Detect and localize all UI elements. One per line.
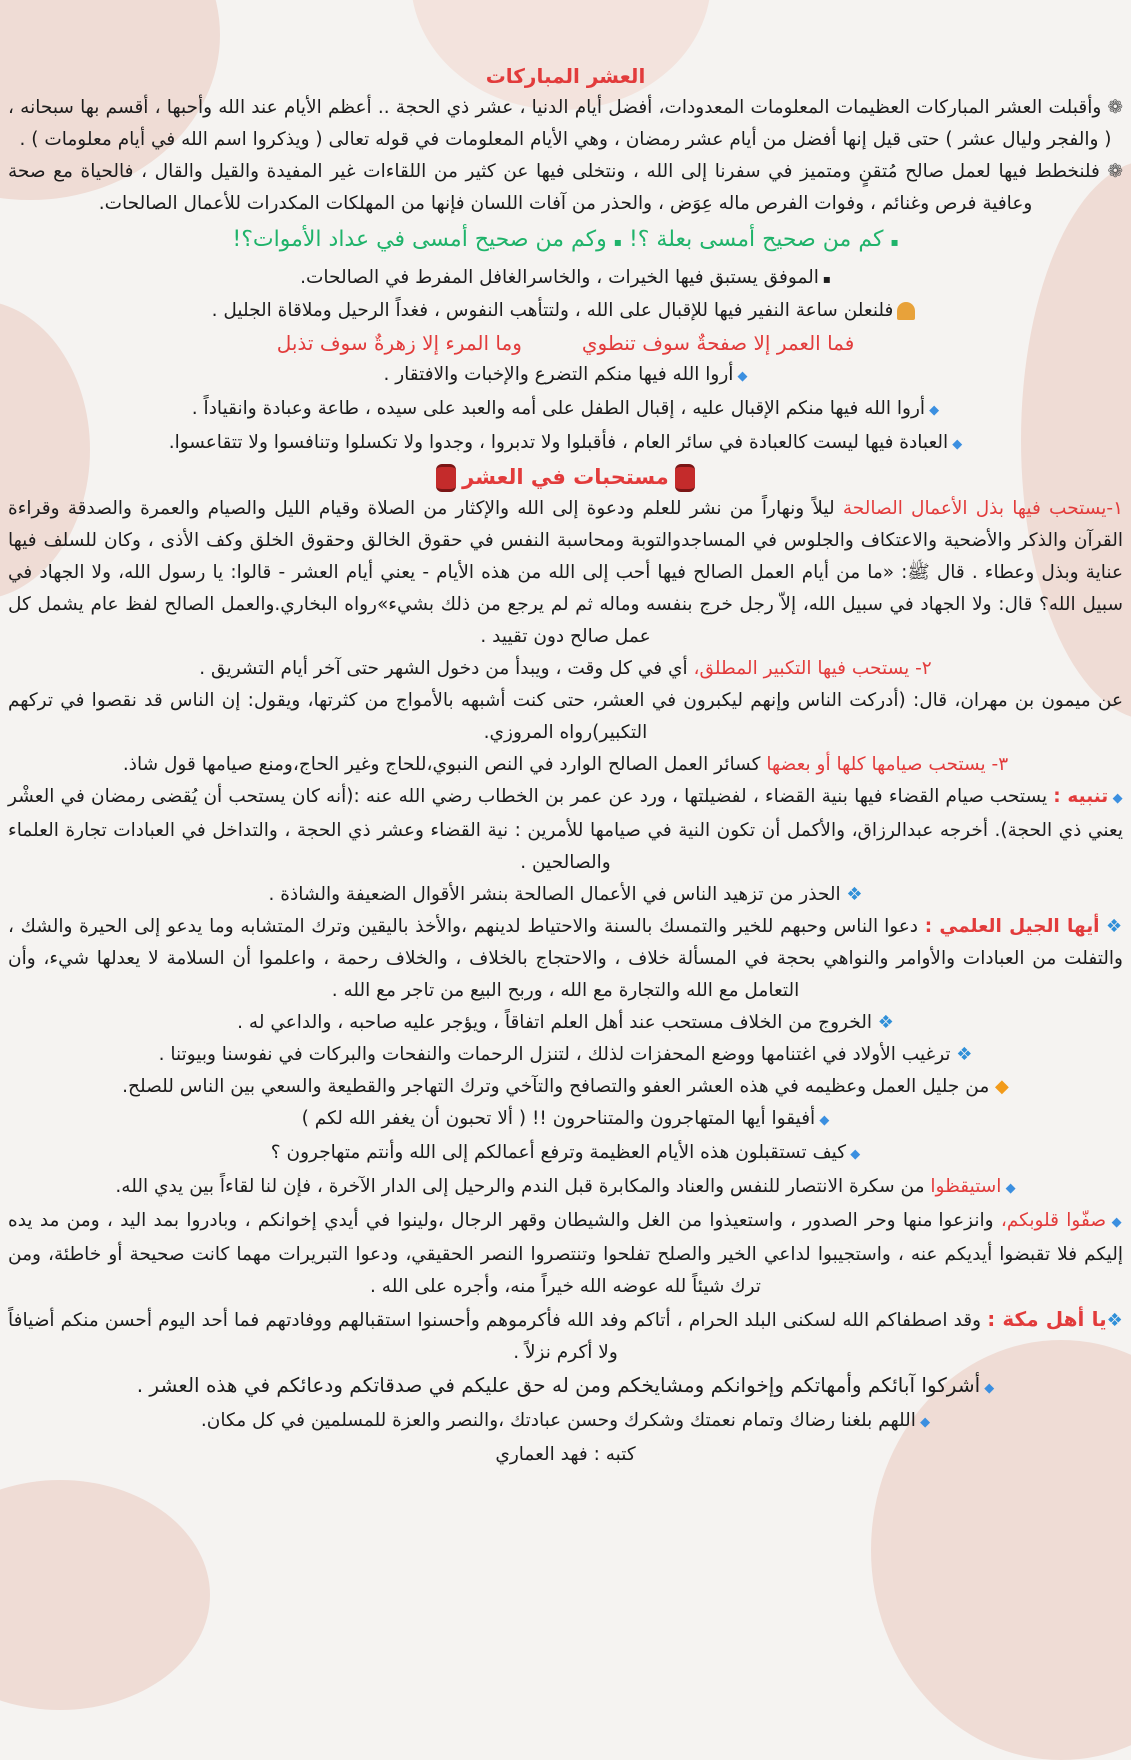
jil-label: أيها الجيل العلمي :: [924, 916, 1100, 937]
list-item: [8, 295, 1123, 327]
list-item: [8, 262, 1123, 295]
paragraph-text: عن ميمون بن مهران، قال: (أدركت الناس وإنهم ليكبرون في العشر، حتى كنت أشبهه بالأمواج من كثرتها، ويقول: إن الناس قد نقصوا في تركهم التكبير)رواه المروزي.: [8, 690, 1123, 743]
paragraph-makka: [8, 1303, 1123, 1369]
verse-half: وما المرء إلا زهرةٌ سوف تذبل: [276, 331, 522, 355]
paragraph-item-3: [8, 749, 1123, 781]
paragraph-text: وأقبلت العشر المباركات العظيمات المعلومات المعدودات، أفضل أيام الدنيا ، عشر ذي الحجة .. أعظم الأيام عند الله وأحبها ، أقسم بها سبحانه ، ( والفجر وليال عشر ) حتى قيل إنها أفضل من أيام عشر رمضان ، وهي الأيام المعلومات في قوله تعالى ( ويذكروا اسم الله في أيام معلومات ) .: [8, 97, 1112, 150]
verse-line-1: [8, 220, 1123, 262]
list-item: [8, 393, 1123, 427]
item-text: من سكرة الانتصار للنفس والعناد والمكابرة قبل الندم والرحيل إلى الدار الآخرة ، فإن لنا لقاءاً بين يدي الله.: [115, 1176, 925, 1197]
lantern-icon: [675, 464, 695, 492]
list-item: [8, 1137, 1123, 1171]
square-bullet-icon: ▪: [613, 235, 622, 249]
list-item-text: أروا الله فيها منكم التضرع والإخبات والافتقار .: [383, 364, 734, 385]
makka-label: يا أهل مكة :: [987, 1307, 1107, 1331]
blue-diamond-icon: ◆: [1001, 1181, 1016, 1196]
list-item-text: الحذر من تزهيد الناس في الأعمال الصالحة بنشر الأقوال الضعيفة والشاذة .: [268, 884, 841, 905]
list-item-text: ترغيب الأولاد في اغتنامها ووضع المحفزات لذلك ، لتنزل الرحمات والنفحات والبركات في نفوسنا وبيوتنا .: [158, 1044, 951, 1065]
item-lead: صفّوا قلوبكم،: [1000, 1210, 1107, 1231]
page-title: العشر المباركات: [485, 64, 646, 88]
list-item: [8, 1405, 1123, 1439]
blue-diamond-icon: ◆: [925, 403, 940, 418]
section-heading-text: مستحبات في العشر: [462, 465, 669, 489]
list-item: [8, 359, 1123, 393]
list-item: [8, 879, 1123, 911]
list-item-text: أشركوا آبائكم وأمهاتكم وإخوانكم ومشايخكم ومن له حق عليكم في صدقاتكم ودعائكم في هذه العشر .: [136, 1373, 981, 1397]
lantern-icon: [436, 464, 456, 492]
list-item-text: أروا الله فيها منكم الإقبال عليه ، إقبال الطفل على أمه والعبد على سيده ، طاعة وعبادة وانقياداً .: [191, 398, 926, 419]
blue-diamond-icon: ◆: [846, 1147, 861, 1162]
decor-blob: [0, 1480, 210, 1710]
item-lead: استيقظوا: [930, 1176, 1002, 1197]
list-item-text: العبادة فيها ليست كالعبادة في سائر العام ، فأقبلوا ولا تدبروا ، وجدوا ولا تكسلوا وتنافسوا ولا تتقاعسوا.: [168, 432, 949, 453]
list-item: [8, 1007, 1123, 1039]
paragraph-item-1: [8, 493, 1123, 653]
list-item-text: من جليل العمل وعظيمه في هذه العشر العفو والتصافح والتآخي وترك التهاجر والقطيعة والسعي بين الناس للصلح.: [122, 1076, 990, 1097]
list-item-text: اللهم بلغنا رضاك وتمام نعمتك وشكرك وحسن عبادتك ،والنصر والعزة للمسلمين في كل مكان.: [200, 1410, 916, 1431]
blue-diamond-icon: ◆: [915, 1415, 931, 1430]
flower-icon: ❁: [1099, 161, 1123, 182]
item-lead: ٣- يستحب صيامها كلها أو بعضها: [766, 754, 1009, 775]
item-text: ليلاً ونهاراً من نشر للعلم ودعوة إلى الله والإكثار من الصلاة وقيام الليل والصيام والعمرة والصدقة وقراءة القرآن والذكر والأضحية والاعتكاف والجلوس في المساجدوالتوبة ومحاسبة النفس في حقوق الخالق وحقوق الخلق وكف الأذى ، وكان للسلف فيها عناية وبذل وعطاء . قال ﷺ: «ما من أيام العمل الصالح فيها أحب إلى الله من هذه الأيام - يعني أيام العشر - قالوا: يا رسول الله، ولا الجهاد في سبيل الله؟ قال: ولا الجهاد في سبيل الله، إلاّ رجل خرج بنفسه وماله ثم لم يرجع من ذلك بشيء»رواه البخاري.والعمل الصالح لفظ عام يشمل كل عمل صالح دون تقييد .: [8, 498, 1123, 647]
item-text: وانزعوا منها وحر الصدور ، واستعيذوا من الغل والشيطان وقهر الرجال ،ولينوا في أيدي إخوانكم ، وبادروا بمد اليد ، ومن مد يده إليكم فلا تقبضوا أيديكم عنه ، واستجيبوا لداعي الخير والصلح تفلحوا وتنتصروا النصر الحقيقي، ودعوا التبريرات مهما كانت صحيحة أو خاطئة، ومن ترك شيئاً لله عوضه الله خيراً منه، وأجره على الله .: [8, 1210, 1123, 1297]
diamond-cluster-icon: ❖: [1106, 1310, 1123, 1331]
paragraph-intro: [8, 92, 1123, 156]
item-lead: ١-يستحب فيها بذل الأعمال الصالحة: [842, 498, 1123, 519]
paragraph-text: فلنخطط فيها لعمل صالح مُتقنٍ ومتميز في سفرنا إلى الله ، ونتخلى فيها عن كثير من اللقاءات غير المفيدة والقيل والقال ، فالحياة مع صحة وعافية فرص وغنائم ، وفوات الفرص ماله عِوَض ، والحذر من آفات اللسان فإنها من المهلكات المكدرات للأعمال الصالحات.: [8, 161, 1100, 214]
paragraph-tanbih: [8, 781, 1123, 879]
diamond-cluster-icon: ❖: [871, 1012, 894, 1033]
list-item-text: فلنعلن ساعة النفير فيها للإقبال على الله ، ولتتأهب النفوس ، فغداً الرحيل وملاقاة الجليل .: [211, 300, 894, 321]
item-lead: ٢- يستحب فيها التكبير المطلق،: [693, 658, 932, 679]
verse-half: وكم من صحيح أمسى في عداد الأموات؟!: [232, 227, 607, 252]
list-item: [8, 1071, 1123, 1103]
mosque-icon: [897, 302, 915, 320]
orange-diamond-icon: ◆: [989, 1076, 1009, 1097]
verse-half: كم من صحيح أمسى بعلة ؟!: [628, 227, 884, 252]
verse-line-2: [8, 327, 1123, 359]
blue-diamond-icon: ◆: [1108, 791, 1123, 806]
diamond-cluster-icon: ❖: [840, 884, 863, 905]
paragraph-text: دعوا الناس وحبهم للخير والتمسك بالسنة والاحتياط لدينهم ،والأخذ باليقين وترك المتشابه وما يدعو إلى الحيرة والشك ، والتفلت من العبادات والأوامر والنواهي بحجة في المسألة خلاف ، والاحتجاج بالخلاف ، والخلاف رحمة ، واعلموا أن السلامة لا يعدلها شيء، وأن التعامل مع الله والتجارة مع الله ، وربح البيع من تاجر مع الله .: [8, 916, 1123, 1001]
blue-diamond-icon: ◆: [980, 1381, 995, 1396]
paragraph-saffu: [8, 1205, 1123, 1303]
list-item-text: الخروج من الخلاف مستحب عند أهل العلم اتفاقاً ، ويؤجر عليه صاحبه ، والداعي له .: [237, 1012, 872, 1033]
paragraph-maymun: [8, 685, 1123, 749]
blue-diamond-icon: ◆: [733, 369, 748, 384]
blue-diamond-icon: ◆: [815, 1113, 830, 1128]
list-item: [8, 1103, 1123, 1137]
section-heading: [8, 461, 1123, 493]
square-bullet-icon: ▪: [818, 272, 831, 286]
paragraph-text: وقد اصطفاكم الله لسكنى البلد الحرام ، أتاكم وفد الله فأكرموهم وأحسنوا استقبالهم ووفادتهم فما أحد اليوم أحسن منكم أضيافاً ولا أكرم نزلاً .: [8, 1310, 982, 1363]
author-signature: كتبه : فهد العماري: [495, 1444, 636, 1465]
list-item: [8, 427, 1123, 461]
item-text: أي في كل وقت ، ويبدأ من دخول الشهر حتى آخر أيام التشريق .: [199, 658, 688, 679]
item-text: كسائر العمل الصالح الوارد في النص النبوي،للحاج وغير الحاج،ومنع صيامها قول شاذ.: [122, 754, 761, 775]
note-label: تنبيه :: [1053, 786, 1109, 807]
list-item-text: الموفق يستبق فيها الخيرات ، والخاسرالغافل المفرط في الصالحات.: [300, 267, 819, 288]
verse-half: فما العمر إلا صفحةٌ سوف تنطوي: [581, 331, 855, 355]
diamond-cluster-icon: ❖: [1099, 916, 1124, 937]
blue-diamond-icon: ◆: [948, 437, 963, 452]
list-item-text: كيف تستقبلون هذه الأيام العظيمة وترفع أعمالكم إلى الله وأنتم متهاجرون ؟: [270, 1142, 847, 1163]
note-text: يستحب صيام القضاء فيها بنية القضاء ، لفضيلتها ، ورد عن عمر بن الخطاب رضي الله عنه :(أنه كان يستحب أن يُقضى رمضان في العشْر يعني ذي الحجة). أخرجه عبدالرزاق، والأكمل أن تكون النية في صيامها للأمرين : نية القضاء وعشر ذي الحجة ، والتداخل في العبادات تجارة العلماء والصالحين .: [8, 786, 1123, 873]
list-item: [8, 1369, 1123, 1405]
flower-icon: ❁: [1101, 97, 1123, 118]
paragraph-jil: [8, 911, 1123, 1007]
square-bullet-icon: ▪: [890, 235, 899, 249]
paragraph-item-2: [8, 653, 1123, 685]
list-item-text: أفيقوا أيها المتهاجرون والمتناحرون !! ( ألا تحبون أن يغفر الله لكم ): [301, 1108, 816, 1129]
paragraph-plan: [8, 156, 1123, 220]
list-item: [8, 1039, 1123, 1071]
diamond-cluster-icon: ❖: [950, 1044, 973, 1065]
blue-diamond-icon: ◆: [1106, 1215, 1123, 1230]
paragraph-istayqizu: [8, 1171, 1123, 1205]
